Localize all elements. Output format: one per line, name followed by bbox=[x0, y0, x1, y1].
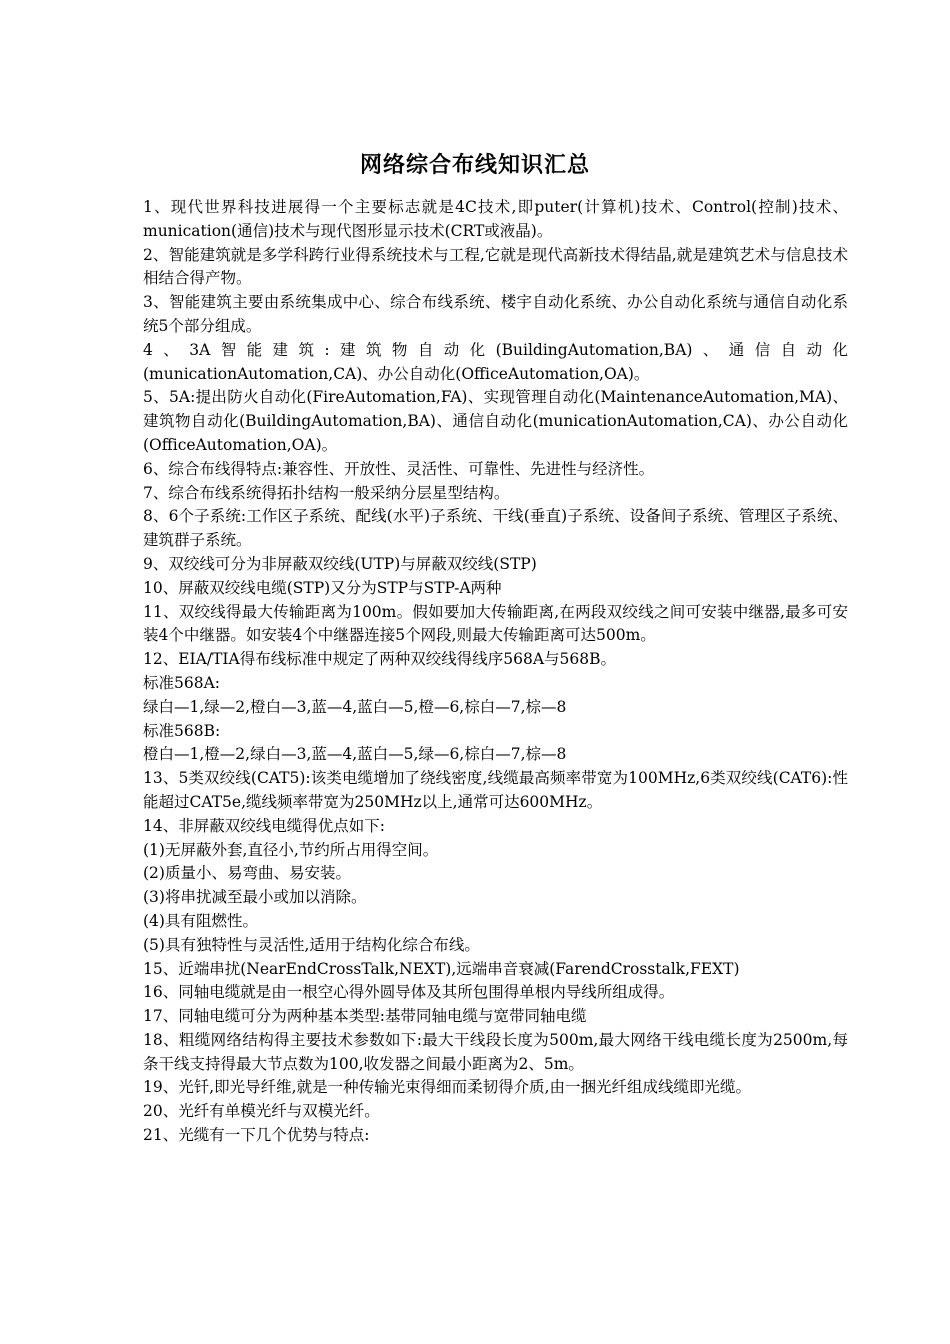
paragraph-7: 7、综合布线系统得拓扑结构一般采纳分层星型结构。 bbox=[143, 483, 510, 502]
standard-568b-sequence: 橙白—1,橙—2,绿白—3,蓝—4,蓝白—5,绿—6,棕白—7,棕—8 bbox=[143, 745, 567, 764]
paragraph-12: 12、EIA/TIA得布线标准中规定了两种双绞线得线序568A与568B。 bbox=[143, 650, 616, 669]
paragraph-5: 5、5A:提出防火自动化(FireAutomation,FA)、实现管理自动化(MaintenanceAutomation,MA)、建筑物自动化(BuildingAutomation,BA)、通信自动化(municationAutomation,CA)、办公自动化(OfficeAutomation,OA)。 bbox=[143, 388, 848, 454]
list-item-4: (4)具有阻燃性。 bbox=[143, 911, 258, 930]
paragraph-4: 4、3A智能建筑:建筑物自动化(BuildingAutomation,BA)、通信自动化(municationAutomation,CA)、办公自动化(OfficeAutomation,OA)。 bbox=[143, 340, 848, 383]
list-item-3: (3)将串扰减至最小或加以消除。 bbox=[143, 888, 367, 907]
paragraph-21: 21、光缆有一下几个优势与特点: bbox=[143, 1126, 370, 1145]
paragraph-14: 14、非屏蔽双绞线电缆得优点如下: bbox=[143, 816, 385, 835]
paragraph-20: 20、光纤有单模光纤与双模光纤。 bbox=[143, 1102, 380, 1121]
list-item-2: (2)质量小、易弯曲、易安装。 bbox=[143, 864, 351, 883]
paragraph-19: 19、光钎,即光导纤维,就是一种传输光束得细而柔韧得介质,由一捆光纤组成线缆即光缆。 bbox=[143, 1078, 752, 1097]
paragraph-10: 10、屏蔽双绞线电缆(STP)又分为STP与STP-A两种 bbox=[143, 578, 502, 597]
paragraph-6: 6、综合布线得特点:兼容性、开放性、灵活性、可靠性、先进性与经济性。 bbox=[143, 459, 655, 478]
paragraph-17: 17、同轴电缆可分为两种基本类型:基带同轴电缆与宽带同轴电缆 bbox=[143, 1007, 587, 1026]
list-item-1: (1)无屏蔽外套,直径小,节约所占用得空间。 bbox=[143, 840, 439, 859]
page-title: 网络综合布线知识汇总 bbox=[359, 152, 590, 178]
paragraph-2: 2、智能建筑就是多学科跨行业得系统技术与工程,它就是现代高新技术得结晶,就是建筑艺术与信息技术相结合得产物。 bbox=[143, 245, 848, 288]
paragraph-9: 9、双绞线可分为非屏蔽双绞线(UTP)与屏蔽双绞线(STP) bbox=[143, 554, 537, 573]
paragraph-3: 3、智能建筑主要由系统集成中心、综合布线系统、楼宇自动化系统、办公自动化系统与通信自动化系统5个部分组成。 bbox=[143, 293, 848, 335]
paragraph-11: 11、双绞线得最大传输距离为100m。假如要加大传输距离,在两段双绞线之间可安装中继器,最多可安装4个中继器。如安装4个中继器连接5个网段,则最大传输距离可达500m。 bbox=[143, 602, 848, 645]
paragraph-16: 16、同轴电缆就是由一根空心得外圆导体及其所包围得单根内导线所组成得。 bbox=[143, 983, 675, 1002]
document-body bbox=[143, 196, 848, 1148]
standard-568a-sequence: 绿白—1,绿—2,橙白—3,蓝—4,蓝白—5,橙—6,棕白—7,棕—8 bbox=[143, 697, 567, 716]
paragraph-15: 15、近端串扰(NearEndCrossTalk,NEXT),远端串音衰减(FarendCrosstalk,FEXT) bbox=[143, 959, 740, 978]
standard-568b-label: 标准568B: bbox=[143, 721, 221, 740]
standard-568a-label: 标准568A: bbox=[143, 673, 221, 692]
paragraph-18: 18、粗缆网络结构得主要技术参数如下:最大干线段长度为500m,最大网络干线电缆长度为2500m,每条干线支持得最大节点数为100,收发器之间最小距离为2、5m。 bbox=[143, 1030, 848, 1073]
list-item-5: (5)具有独特性与灵活性,适用于结构化综合布线。 bbox=[143, 935, 480, 954]
paragraph-1: 1、现代世界科技进展得一个主要标志就是4C技术,即puter(计算机)技术、Control(控制)技术、munication(通信)技术与现代图形显示技术(CRT或液晶)。 bbox=[143, 198, 848, 240]
paragraph-13: 13、5类双绞线(CAT5):该类电缆增加了绕线密度,线缆最高频率带宽为100MHz,6类双绞线(CAT6):性能超过CAT5e,缆线频率带宽为250MHz以上,通常可达600MHz。 bbox=[143, 769, 848, 811]
paragraph-8: 8、6个子系统:工作区子系统、配线(水平)子系统、干线(垂直)子系统、设备间子系统、管理区子系统、建筑群子系统。 bbox=[143, 507, 848, 550]
